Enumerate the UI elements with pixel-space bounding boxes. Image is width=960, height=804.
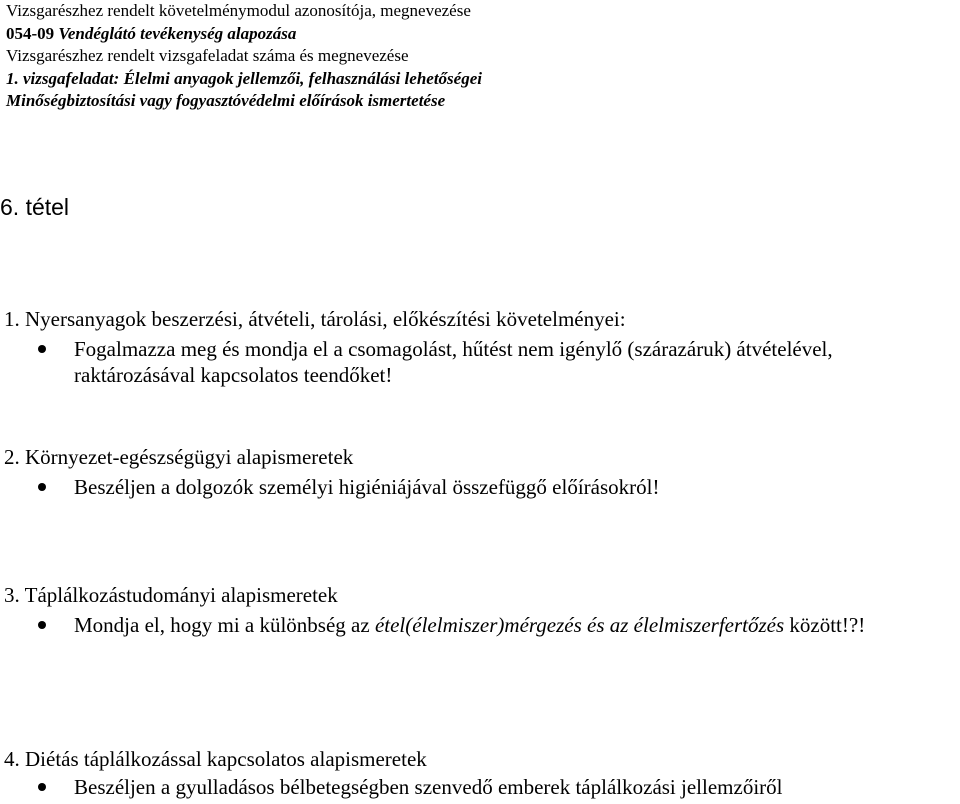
section-1-title: 1. Nyersanyagok beszerzési, átvételi, tárolási, előkészítési követelményei: bbox=[4, 307, 626, 331]
section-2-item-text: Beszéljen a dolgozók személyi higiéniájával összefüggő előírásokról! bbox=[74, 475, 660, 499]
header-module-name bbox=[6, 23, 956, 46]
section-1-item-text: Fogalmazza meg és mondja el a csomagolást, hűtést nem igénylő (szárazáruk) átvételével, raktározásával kapcsolatos teendőket! bbox=[74, 337, 833, 387]
section-4-title: 4. Diétás táplálkozással kapcsolatos alapismeretek bbox=[4, 747, 427, 771]
section-3-item bbox=[0, 612, 958, 638]
header-module-label: Vizsgarészhez rendelt követelménymodul azonosítója, megnevezése bbox=[6, 1, 471, 20]
section-3-item-text bbox=[74, 612, 958, 638]
section-3-item-text-italic: étel(élelmiszer)mérgezés és az élelmiszerfertőzés bbox=[374, 613, 785, 637]
bullet-icon bbox=[38, 483, 46, 491]
header-task-subtitle: Minőségbiztosítási vagy fogyasztóvédelmi előírások ismertetése bbox=[6, 91, 446, 110]
section-1-item bbox=[0, 336, 958, 388]
section-3-item-text-post: között!?! bbox=[784, 613, 866, 637]
section-3-item-text-pre: Mondja el, hogy mi a különbség az bbox=[74, 613, 375, 637]
bullet-icon bbox=[38, 621, 46, 629]
item-number-title: 6. tétel bbox=[0, 194, 70, 220]
bullet-icon bbox=[38, 345, 46, 353]
section-4-item bbox=[0, 774, 958, 800]
document-header bbox=[6, 0, 956, 113]
module-title: Vendéglátó tevékenység alapozása bbox=[58, 23, 297, 43]
module-code: 054-09 bbox=[6, 23, 55, 43]
section-3-title: 3. Táplálkozástudományi alapismeretek bbox=[4, 583, 338, 607]
header-task-label: Vizsgarészhez rendelt vizsgafeladat száma és megnevezése bbox=[6, 46, 409, 65]
header-task-title: 1. vizsgafeladat: Élelmi anyagok jellemzői, felhasználási lehetőségei bbox=[6, 68, 482, 88]
section-2-item bbox=[0, 474, 958, 500]
bullet-icon bbox=[38, 783, 46, 791]
section-2-title: 2. Környezet-egészségügyi alapismeretek bbox=[4, 445, 354, 469]
section-4-item-text: Beszéljen a gyulladásos bélbetegségben szenvedő emberek táplálkozási jellemzőiről bbox=[74, 775, 783, 799]
